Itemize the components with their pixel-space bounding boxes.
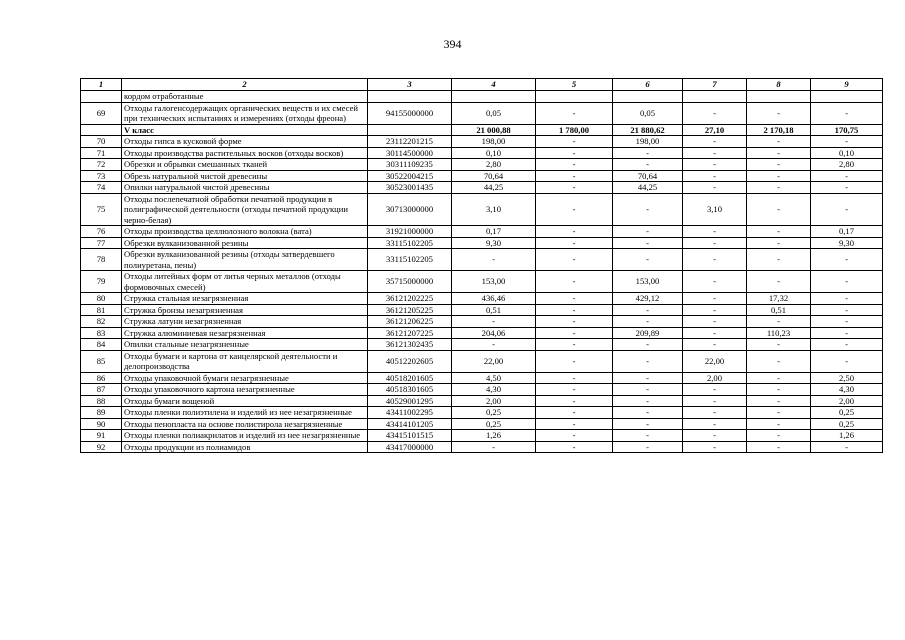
table-row (81, 193, 883, 226)
value-col-5: - (536, 170, 613, 182)
table-row (81, 327, 883, 339)
waste-name: Обрезь натуральной чистой древесины (122, 170, 368, 182)
value-col-4: 9,30 (452, 237, 536, 249)
value-col-6: - (613, 395, 683, 407)
value-col-9: - (811, 441, 883, 453)
value-col-5: - (536, 441, 613, 453)
value-col-8: - (747, 102, 811, 124)
value-col-4: 0,25 (452, 418, 536, 430)
table-row (81, 136, 883, 148)
value-col-6: - (613, 226, 683, 238)
fkko-code: 43415101515 (368, 430, 452, 442)
row-number: 92 (81, 441, 122, 453)
value-col-9: 170,75 (811, 124, 883, 136)
value-col-7: 3,10 (683, 193, 747, 226)
value-col-9: - (811, 170, 883, 182)
value-col-7: - (683, 182, 747, 194)
fkko-code: 40529001295 (368, 395, 452, 407)
value-col-4: 204,06 (452, 327, 536, 339)
waste-name: Отходы упаковочного картона незагрязненные (122, 384, 368, 396)
value-col-8: 17,32 (747, 293, 811, 305)
value-col-9: - (811, 271, 883, 293)
column-header: 3 (368, 79, 452, 91)
value-col-8: 110,23 (747, 327, 811, 339)
value-col-6: - (613, 316, 683, 328)
table-row (81, 271, 883, 293)
value-col-6: 21 880,62 (613, 124, 683, 136)
value-col-8: - (747, 372, 811, 384)
row-number: 84 (81, 339, 122, 351)
value-col-6 (613, 91, 683, 103)
value-col-7: - (683, 159, 747, 171)
row-number (81, 91, 122, 103)
table-row (81, 249, 883, 271)
value-col-6: - (613, 159, 683, 171)
row-number: 76 (81, 226, 122, 238)
value-col-8 (747, 91, 811, 103)
value-col-6: - (613, 339, 683, 351)
value-col-5 (536, 91, 613, 103)
value-col-6: - (613, 237, 683, 249)
value-col-4: 0,05 (452, 102, 536, 124)
waste-name: Отходы гипса в кусковой форме (122, 136, 368, 148)
value-col-6: - (613, 441, 683, 453)
fkko-code (368, 91, 452, 103)
value-col-7: - (683, 384, 747, 396)
fkko-code (368, 124, 452, 136)
value-col-5: - (536, 182, 613, 194)
value-col-7: - (683, 147, 747, 159)
waste-name: V класс (122, 124, 368, 136)
value-col-5: - (536, 136, 613, 148)
waste-name: Отходы послепечатной обработки печатной продукции в полиграфической деятельности (отходы печатной продукции черно-белая) (122, 193, 368, 226)
waste-name: Отходы галогенсодержащих органических веществ и их смесей при технических испытаниях и измерениях (отходы фреона) (122, 102, 368, 124)
value-col-7: - (683, 237, 747, 249)
value-col-8: - (747, 147, 811, 159)
value-col-9: - (811, 102, 883, 124)
value-col-5: - (536, 372, 613, 384)
fkko-code: 30713000000 (368, 193, 452, 226)
value-col-4: 2,00 (452, 395, 536, 407)
value-col-6: - (613, 418, 683, 430)
value-col-6: - (613, 304, 683, 316)
value-col-8: 0,51 (747, 304, 811, 316)
value-col-5: - (536, 271, 613, 293)
waste-name: Обрезки вулканизованной резины (отходы затвердевшего полиуретана, пены) (122, 249, 368, 271)
value-col-7: - (683, 327, 747, 339)
value-col-5: - (536, 384, 613, 396)
value-col-5: - (536, 226, 613, 238)
row-number: 70 (81, 136, 122, 148)
waste-name: Обрезки вулканизованной резины (122, 237, 368, 249)
table-row (81, 226, 883, 238)
value-col-8: - (747, 430, 811, 442)
waste-name: Отходы пенопласта на основе полистирола незагрязненные (122, 418, 368, 430)
fkko-code: 30522004215 (368, 170, 452, 182)
table-row (81, 182, 883, 194)
column-header: 8 (747, 79, 811, 91)
row-number: 79 (81, 271, 122, 293)
table-row (81, 339, 883, 351)
value-col-8: 2 170,18 (747, 124, 811, 136)
value-col-9: - (811, 350, 883, 372)
value-col-6: 198,00 (613, 136, 683, 148)
value-col-7: - (683, 293, 747, 305)
waste-name: Стружка бронзы незагрязненная (122, 304, 368, 316)
row-number: 80 (81, 293, 122, 305)
value-col-9: - (811, 327, 883, 339)
fkko-code: 40518201605 (368, 372, 452, 384)
value-col-4: - (452, 441, 536, 453)
row-number: 85 (81, 350, 122, 372)
table-row (81, 159, 883, 171)
value-col-7: - (683, 418, 747, 430)
waste-name: Отходы бумаги и картона от канцелярской деятельности и делопроизводства (122, 350, 368, 372)
value-col-9: 0,25 (811, 407, 883, 419)
value-col-6: 44,25 (613, 182, 683, 194)
value-col-5: - (536, 316, 613, 328)
waste-name: Отходы пленки полиэтилена и изделий из нее незагрязненные (122, 407, 368, 419)
fkko-code: 36121206225 (368, 316, 452, 328)
value-col-7: 27,10 (683, 124, 747, 136)
value-col-5: - (536, 350, 613, 372)
value-col-9: 4,30 (811, 384, 883, 396)
value-col-4: 2,80 (452, 159, 536, 171)
table-row (81, 102, 883, 124)
value-col-4: 198,00 (452, 136, 536, 148)
value-col-4: 21 000,88 (452, 124, 536, 136)
value-col-8: - (747, 384, 811, 396)
waste-name: кордом отработанные (122, 91, 368, 103)
table-row (81, 430, 883, 442)
row-number: 82 (81, 316, 122, 328)
value-col-9: - (811, 339, 883, 351)
value-col-4 (452, 91, 536, 103)
table-row (81, 418, 883, 430)
row-number: 90 (81, 418, 122, 430)
column-header: 1 (81, 79, 122, 91)
value-col-7: - (683, 316, 747, 328)
fkko-code: 36121205225 (368, 304, 452, 316)
value-col-7: - (683, 339, 747, 351)
value-col-4: 44,25 (452, 182, 536, 194)
row-number: 89 (81, 407, 122, 419)
row-number: 74 (81, 182, 122, 194)
waste-name: Опилки стальные незагрязненные (122, 339, 368, 351)
value-col-8: - (747, 182, 811, 194)
row-number: 69 (81, 102, 122, 124)
value-col-9: 2,00 (811, 395, 883, 407)
table-row (81, 350, 883, 372)
fkko-code: 35715000000 (368, 271, 452, 293)
value-col-7: - (683, 249, 747, 271)
fkko-code: 33115102205 (368, 237, 452, 249)
value-col-9: 1,26 (811, 430, 883, 442)
value-col-6: - (613, 407, 683, 419)
value-col-8: - (747, 226, 811, 238)
value-col-6: 0,05 (613, 102, 683, 124)
value-col-7: - (683, 136, 747, 148)
value-col-8: - (747, 350, 811, 372)
value-col-4: - (452, 249, 536, 271)
waste-name: Отходы упаковочной бумаги незагрязненные (122, 372, 368, 384)
value-col-8: - (747, 237, 811, 249)
value-col-6: - (613, 249, 683, 271)
fkko-code: 43411002295 (368, 407, 452, 419)
waste-name: Стружка алюминиевая незагрязненная (122, 327, 368, 339)
row-number: 87 (81, 384, 122, 396)
value-col-9: - (811, 293, 883, 305)
table-row (81, 170, 883, 182)
row-number: 72 (81, 159, 122, 171)
value-col-4: 3,10 (452, 193, 536, 226)
table-row (81, 316, 883, 328)
waste-name: Отходы производства целлюлозного волокна (вата) (122, 226, 368, 238)
page-number: 394 (443, 37, 462, 51)
value-col-6: 70,64 (613, 170, 683, 182)
fkko-code: 40518301605 (368, 384, 452, 396)
value-col-9: 2,80 (811, 159, 883, 171)
value-col-5: - (536, 430, 613, 442)
waste-name: Обрезки и обрывки смешанных тканей (122, 159, 368, 171)
table-row (81, 304, 883, 316)
value-col-7: - (683, 170, 747, 182)
fkko-code: 30114500000 (368, 147, 452, 159)
value-col-8: - (747, 407, 811, 419)
waste-name: Опилки натуральной чистой древесины (122, 182, 368, 194)
value-col-9: - (811, 316, 883, 328)
value-col-6: - (613, 384, 683, 396)
value-col-5: - (536, 293, 613, 305)
value-col-6: - (613, 193, 683, 226)
column-header: 4 (452, 79, 536, 91)
value-col-5: - (536, 339, 613, 351)
value-col-8: - (747, 159, 811, 171)
column-header: 9 (811, 79, 883, 91)
value-col-6: - (613, 350, 683, 372)
value-col-5: - (536, 102, 613, 124)
fkko-code: 31921000000 (368, 226, 452, 238)
table-row (81, 147, 883, 159)
waste-name: Отходы продукции из полиамидов (122, 441, 368, 453)
waste-name: Отходы производства растительных восков (отходы восков) (122, 147, 368, 159)
value-col-8: - (747, 418, 811, 430)
column-header: 2 (122, 79, 368, 91)
waste-name: Стружка латуни незагрязненная (122, 316, 368, 328)
waste-name: Стружка стальная незагрязненная (122, 293, 368, 305)
value-col-8: - (747, 395, 811, 407)
row-number (81, 124, 122, 136)
value-col-8: - (747, 170, 811, 182)
column-header: 7 (683, 79, 747, 91)
waste-table (80, 78, 883, 453)
value-col-4: 4,30 (452, 384, 536, 396)
fkko-code: 33115102205 (368, 249, 452, 271)
fkko-code: 23112201215 (368, 136, 452, 148)
value-col-5: - (536, 237, 613, 249)
value-col-9: - (811, 136, 883, 148)
value-col-5: - (536, 159, 613, 171)
row-number: 73 (81, 170, 122, 182)
row-number: 77 (81, 237, 122, 249)
value-col-6: - (613, 147, 683, 159)
table-row (81, 384, 883, 396)
value-col-5: - (536, 249, 613, 271)
value-col-8: - (747, 441, 811, 453)
value-col-9: - (811, 182, 883, 194)
table-row (81, 237, 883, 249)
value-col-8: - (747, 316, 811, 328)
fkko-code: 94155000000 (368, 102, 452, 124)
value-col-7: 22,00 (683, 350, 747, 372)
value-col-6: 153,00 (613, 271, 683, 293)
value-col-9: 0,10 (811, 147, 883, 159)
table-row (81, 407, 883, 419)
value-col-7: - (683, 271, 747, 293)
value-col-4: 70,64 (452, 170, 536, 182)
table-row (81, 441, 883, 453)
value-col-6: - (613, 372, 683, 384)
value-col-7: - (683, 304, 747, 316)
value-col-5: - (536, 304, 613, 316)
table-row (81, 124, 883, 136)
value-col-7: - (683, 102, 747, 124)
column-header: 6 (613, 79, 683, 91)
value-col-4: 153,00 (452, 271, 536, 293)
fkko-code: 40512202605 (368, 350, 452, 372)
value-col-5: - (536, 407, 613, 419)
value-col-4: 0,51 (452, 304, 536, 316)
value-col-4: - (452, 316, 536, 328)
fkko-code: 43417000000 (368, 441, 452, 453)
value-col-4: 0,17 (452, 226, 536, 238)
table-row (81, 293, 883, 305)
value-col-5: - (536, 193, 613, 226)
value-col-9: - (811, 304, 883, 316)
value-col-4: 22,00 (452, 350, 536, 372)
value-col-9: 0,25 (811, 418, 883, 430)
column-header: 5 (536, 79, 613, 91)
row-number: 78 (81, 249, 122, 271)
fkko-code: 30523001435 (368, 182, 452, 194)
waste-name: Отходы бумаги вощеной (122, 395, 368, 407)
fkko-code: 43414101205 (368, 418, 452, 430)
row-number: 75 (81, 193, 122, 226)
value-col-8: - (747, 136, 811, 148)
value-col-4: 1,26 (452, 430, 536, 442)
waste-name: Отходы пленки полиакрилатов и изделий из нее незагрязненные (122, 430, 368, 442)
value-col-9: 9,30 (811, 237, 883, 249)
value-col-9: 0,17 (811, 226, 883, 238)
value-col-9: - (811, 193, 883, 226)
value-col-8: - (747, 249, 811, 271)
row-number: 91 (81, 430, 122, 442)
value-col-5: - (536, 147, 613, 159)
value-col-6: 429,12 (613, 293, 683, 305)
fkko-code: 30311109235 (368, 159, 452, 171)
table-row (81, 372, 883, 384)
value-col-5: - (536, 418, 613, 430)
row-number: 71 (81, 147, 122, 159)
table-row (81, 91, 883, 103)
value-col-7: - (683, 395, 747, 407)
value-col-4: - (452, 339, 536, 351)
fkko-code: 36121202225 (368, 293, 452, 305)
value-col-8: - (747, 271, 811, 293)
waste-name: Отходы литейных форм от литья черных металлов (отходы формовочных смесей) (122, 271, 368, 293)
fkko-code: 36121207225 (368, 327, 452, 339)
value-col-9: - (811, 249, 883, 271)
value-col-4: 436,46 (452, 293, 536, 305)
value-col-5: - (536, 395, 613, 407)
value-col-6: - (613, 430, 683, 442)
value-col-8: - (747, 339, 811, 351)
table-row (81, 395, 883, 407)
value-col-4: 4,50 (452, 372, 536, 384)
value-col-7: - (683, 430, 747, 442)
value-col-9 (811, 91, 883, 103)
value-col-7: 2,00 (683, 372, 747, 384)
value-col-7: - (683, 226, 747, 238)
value-col-7: - (683, 441, 747, 453)
row-number: 88 (81, 395, 122, 407)
value-col-4: 0,25 (452, 407, 536, 419)
value-col-5: 1 780,00 (536, 124, 613, 136)
row-number: 81 (81, 304, 122, 316)
value-col-7 (683, 91, 747, 103)
row-number: 83 (81, 327, 122, 339)
value-col-9: 2,50 (811, 372, 883, 384)
fkko-code: 36121302435 (368, 339, 452, 351)
value-col-5: - (536, 327, 613, 339)
row-number: 86 (81, 372, 122, 384)
value-col-7: - (683, 407, 747, 419)
table-header-row (81, 79, 883, 91)
value-col-4: 0,10 (452, 147, 536, 159)
value-col-8: - (747, 193, 811, 226)
value-col-6: 209,89 (613, 327, 683, 339)
